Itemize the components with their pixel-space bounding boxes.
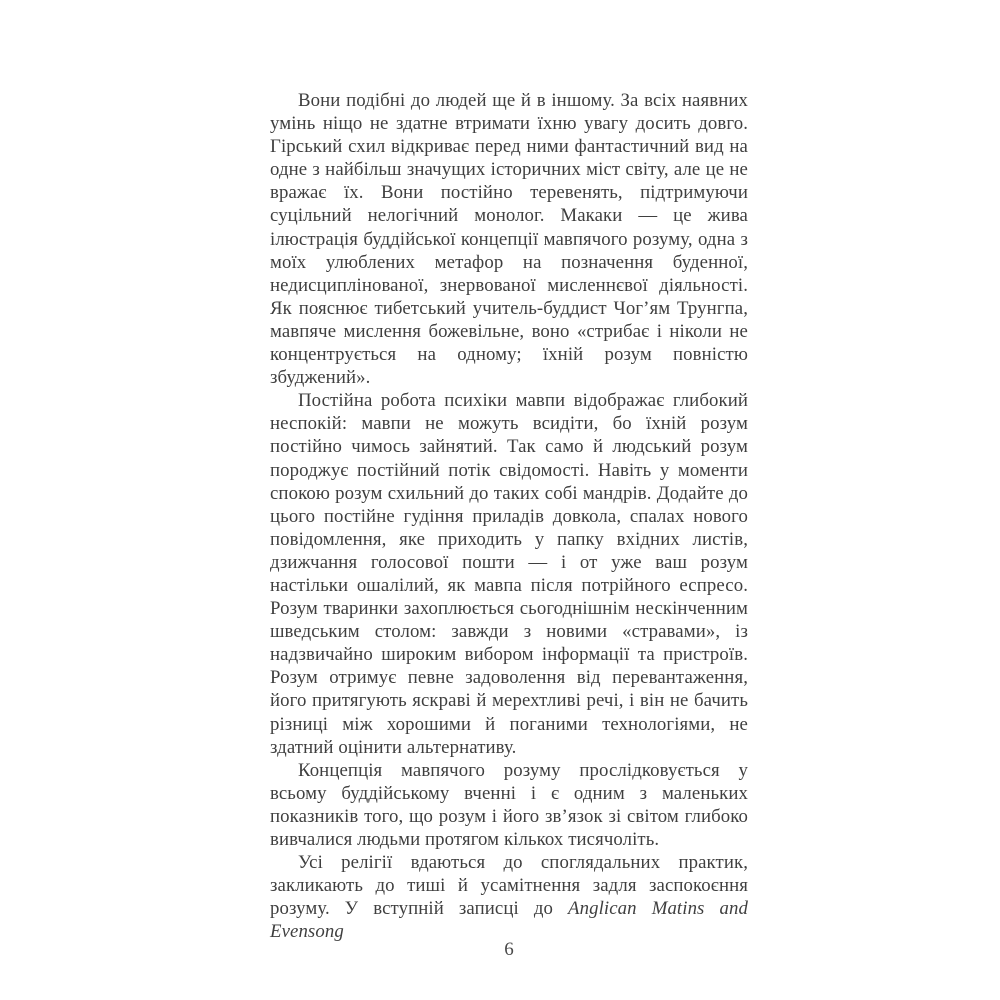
book-title-italic: Anglican Matins and Evensong bbox=[270, 898, 748, 943]
text-column bbox=[270, 89, 748, 943]
paragraph-3: Концепція мавпячого розуму прослідковується у всьому буддійському вченні і є одним з маленьких показників того, що розум і його зв’язок зі світом глибоко вивчалися людьми протягом кількох тисячоліть. bbox=[270, 759, 748, 850]
paragraph-4 bbox=[270, 851, 748, 943]
page-number: 6 bbox=[504, 939, 514, 960]
paragraph-2: Постійна робота психіки мавпи відображає глибокий неспокій: мавпи не можуть всидіти, бо їхній розум постійно чимось зайнятий. Так само й людський розум породжує постійний потік свідомості. Навіть у моменти спокою розум схильний до таких собі мандрів. Додайте до цього постійне гудіння приладів довкола, спалах нового повідомлення, яке приходить у папку вхідних листів, дзижчання голосової пошти — і от уже ваш розум настільки ошалілий, як мавпа після потрійного еспресо. Розум тваринки захоплюється сьогоднішнім нескінченним шведським столом: завжди з новими «стравами», із надзвичайно широким вибором інформації та пристроїв. Розум отримує певне задоволення від перевантаження, його притягують яскраві й мерехтливі речі, і він не бачить різниці між хорошими й поганими технологіями, не здатний оцінити альтернативу. bbox=[270, 390, 748, 758]
paragraph-4-text: Усі релігії вдаються до споглядальних практик, закликають до тиші й усамітнення задля заспокоєння розуму. У вступній записці до bbox=[270, 852, 748, 920]
paragraph-1: Вони подібні до людей ще й в іншому. За всіх наявних умінь ніщо не здатне втримати їхню увагу досить довго. Гірський схил відкриває перед ними фантастичний вид на одне з найбільш значущих історичних міст світу, але це не вражає їх. Вони постійно теревенять, підтримуючи суцільний нелогічний монолог. Макаки — це жива ілюстрація буддійської концепції мавпячого розуму, одна з моїх улюблених метафор на позначення буденної, недисциплінованої, знервованої мисленнєвої діяльності. Як пояснює тибетський учитель-буддист Чог’ям Трунгпа, мавпяче мислення божевільне, воно «стрибає і ніколи не концентрується на одному; їхній розум повністю збуджений». bbox=[270, 90, 748, 389]
